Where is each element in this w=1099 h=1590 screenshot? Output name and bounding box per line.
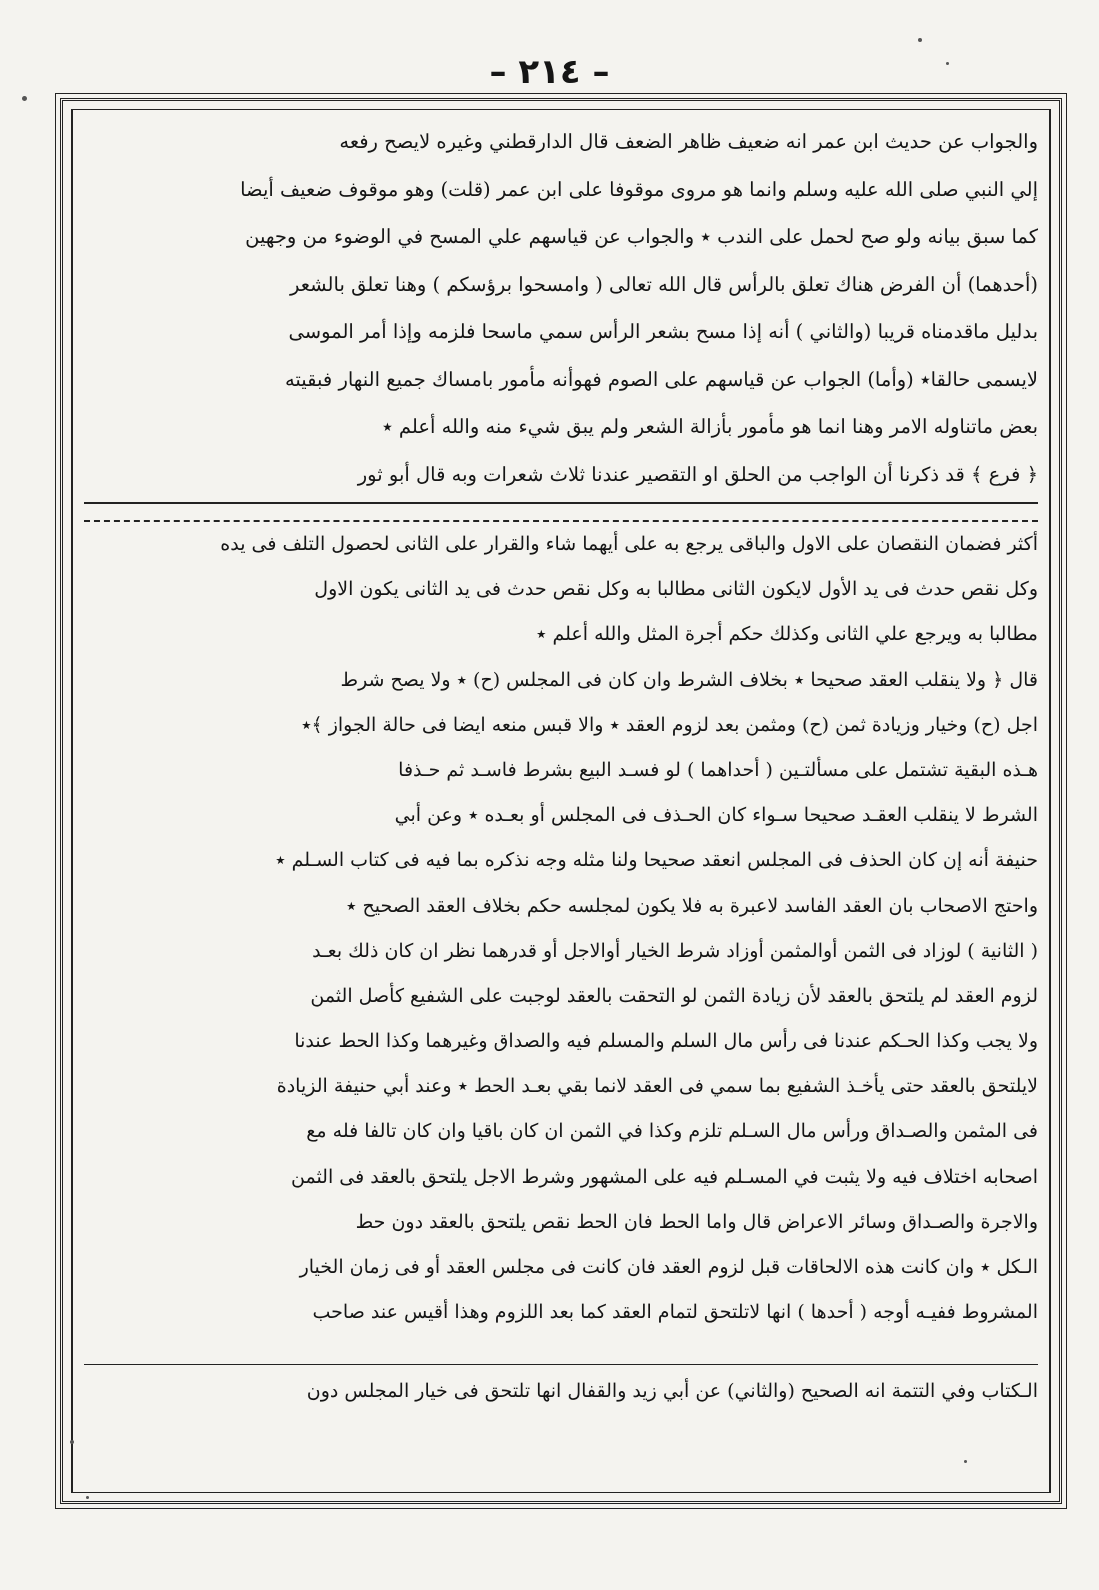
text-line: لايلتحق بالعقد حتى يأخـذ الشفيع بما سمي فى العقد لانما بقي بعـد الحط ٭ وعند أبي حنيفة الزيادة — [276, 1075, 1038, 1098]
text-line: لزوم العقد لم يلتحق بالعقد لأن زيادة الثمن لو التحقت بالعقد لوجبت على الشفيع كأصل الثمن — [310, 984, 1038, 1007]
text-line: ولا يجب وكذا الحـكم عندنا فى رأس مال السلم والمسلم فيه والصداق وغيرهما وكذا الحط عندنا — [294, 1030, 1038, 1053]
secondary-text — [84, 522, 1038, 1335]
text-line: واحتج الاصحاب بان العقد الفاسد لاعبرة به فلا يكون لمجلسه حكم بخلاف العقد الصحيح ٭ — [346, 894, 1038, 917]
text-line: مطالبا به ويرجع علي الثانى وكذلك حكم أجرة المثل والله أعلم ٭ — [536, 623, 1038, 646]
text-line: والاجرة والصـداق وسائر الاعراض قال واما الحط فان الحط نقص يلتحق بالعقد دون حط — [355, 1210, 1038, 1233]
text-line: ( الثانية ) لوزاد فى الثمن أوالمثمن أوزاد شرط الخيار أوالاجل أو قدرهما نظر ان كان ذلك بعـد — [312, 939, 1038, 962]
bottom-divider — [84, 1364, 1038, 1365]
text-line: هـذه البقية تشتمل على مسألتـين ( أحداهما ) لو فسـد البيع بشرط فاسـد ثم حـذفا — [398, 758, 1038, 781]
text-line: لايسمى حالقا٭ (وأما) الجواب عن قياسهم على الصوم فهوأنه مأمور بامساك جميع النهار فبقيته — [284, 367, 1038, 391]
text-line: (أحدهما) أن الفرض هناك تعلق بالرأس قال الله تعالى ( وامسحوا برؤسكم ) وهنا تعلق بالشعر — [290, 272, 1038, 296]
text-line: حنيفة أنه إن كان الحذف فى المجلس انعقد صحيحا ولنا مثله وجه نذكره بما فيه فى كتاب السـلم ٭ — [275, 849, 1038, 872]
text-line: قال ﴿ ولا ينقلب العقد صحيحا ٭ بخلاف الشرط وان كان فى المجلس (ح) ٭ ولا يصح شرط — [340, 668, 1038, 691]
section-divider-solid — [84, 502, 1038, 504]
text-line: كما سبق بيانه ولو صح لحمل على الندب ٭ والجواب عن قياسهم علي المسح في الوضوء من وجهين — [245, 225, 1038, 248]
bottom-text — [84, 1368, 1038, 1414]
text-line: ﴿ فرع ﴾ قد ذكرنا أن الواجب من الحلق او التقصير عندنا ثلاث شعرات وبه قال أبو ثور — [357, 462, 1038, 486]
scan-speck — [946, 62, 949, 65]
text-line: الـكل ٭ وان كانت هذه الالحاقات قبل لزوم العقد فان كانت فى مجلس العقد أو فى زمان الخيار — [299, 1256, 1038, 1278]
scan-speck — [70, 1440, 74, 1444]
text-line: الـكتاب وفي التتمة انه الصحيح (والثاني) عن أبي زيد والقفال انها تلتحق فى خيار المجلس دون — [306, 1380, 1038, 1402]
scan-speck — [86, 1496, 89, 1499]
text-line: اجل (ح) وخيار وزيادة ثمن (ح) ومثمن بعد لزوم العقد ٭ والا قبس منعه ايضا فى حالة الجواز ﴾٭ — [301, 713, 1038, 736]
text-line: الشرط لا ينقلب العقـد صحيحا سـواء كان الحـذف فى المجلس أو بعـده ٭ وعن أبي — [394, 804, 1038, 827]
scan-speck — [918, 38, 922, 42]
main-commentary-text — [84, 118, 1038, 498]
text-line: أكثر فضمان النقصان على الاول والباقى يرجع به على أيهما شاء والقرار على الثانى لحصول التلف فى يده — [220, 533, 1038, 555]
text-line: بدليل ماقدمناه قريبا (والثاني ) أنه إذا مسح بشعر الرأس سمي ماسحا فلزمه وإذا أمر الموسى — [288, 320, 1038, 343]
text-line: وكل نقص حدث فى يد الأول لايكون الثانى مطالبا به وكل نقص حدث فى يد الثانى يكون الاول — [314, 578, 1038, 601]
text-line: اصحابه اختلاف فيه ولا يثبت في المسـلم فيه على المشهور وشرط الاجل يلتحق بالعقد فى الثمن — [291, 1165, 1038, 1188]
scan-speck — [22, 96, 27, 101]
scan-speck — [964, 1460, 967, 1463]
text-line: المشروط ففيـه أوجه ( أحدها ) انها لاتلتحق لتمام العقد كما بعد اللزوم وهذا أقيس عند صاحب — [312, 1301, 1038, 1324]
text-line: والجواب عن حديث ابن عمر انه ضعيف ظاهر الضعف قال الدارقطني وغيره لايصح رفعه — [339, 130, 1038, 153]
page-number: – ٢١٤ – — [489, 52, 610, 92]
text-line: بعض ماتناوله الامر وهنا انما هو مأمور بأزالة الشعر ولم يبق شيء منه والله أعلم ٭ — [382, 415, 1038, 438]
text-line: فى المثمن والصـداق ورأس مال السـلم تلزم وكذا في الثمن ان كان باقيا وان كان تالفا فله مع — [306, 1120, 1038, 1143]
text-line: إلي النبي صلى الله عليه وسلم وانما هو مروى موقوفا على ابن عمر (قلت) وهو موقوف ضعيف أيضا — [240, 177, 1038, 201]
